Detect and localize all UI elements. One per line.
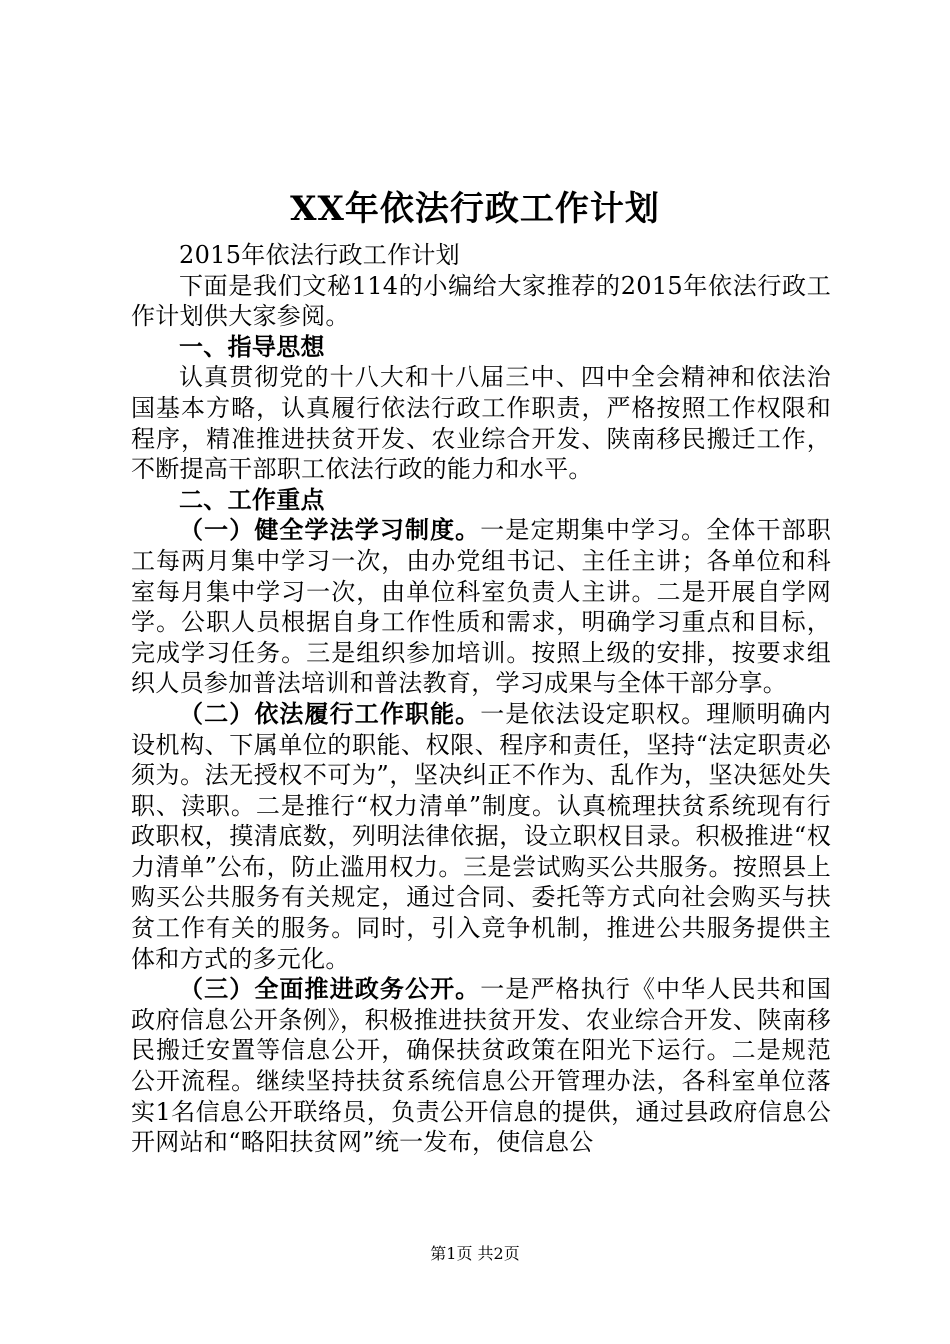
document-title: XX年依法行政工作计划 xyxy=(290,189,660,229)
document-body xyxy=(131,240,831,1158)
page-footer: 第1页 共2页 xyxy=(430,1244,520,1263)
section1-paragraph: 认真贯彻党的十八大和十八届三中、四中全会精神和依法治国基本方略，认真履行依法行政工作职责，严格按照工作权限和程序，精准推进扶贫开发、农业综合开发、陕南移民搬迁工作，不断提高干部职工依法行政的能力和水平。 xyxy=(131,363,831,484)
intro-paragraph: 下面是我们文秘114的小编给大家推荐的2015年依法行政工作计划供大家参阅。 xyxy=(131,271,831,331)
section2-heading: 二、工作重点 xyxy=(179,484,325,514)
section1-heading: 一、指导思想 xyxy=(179,331,325,361)
item2-text: 一是依法设定职权。理顺明确内设机构、下属单位的职能、权限、程序和责任，坚持“法定职责必须为。法无授权不可为”，坚决纠正不作为、乱作为，坚决惩处失职、渎职。二是推行“权力清单”制度。认真梳理扶贫系统现有行政职权，摸清底数，列明法律依据，设立职权目录。积极推进“权力清单”公布，防止滥用权力。三是尝试购买公共服务。按照县上购买公共服务有关规定，通过合同、委托等方式向社会购买与扶贫工作有关的服务。同时，引入竞争机制，推进公共服务提供主体和方式的多元化。 xyxy=(131,699,831,973)
item1-lead: （一）健全学法学习制度。 xyxy=(179,515,481,545)
item3-text: 一是严格执行《中华人民共和国政府信息公开条例》，积极推进扶贫开发、农业综合开发、陕南移民搬迁安置等信息公开，确保扶贫政策在阳光下运行。二是规范公开流程。继续坚持扶贫系统信息公开管理办法，各科室单位落实1名信息公开联络员，负责公开信息的提供，通过县政府信息公开网站和“略阳扶贫网”统一发布，使信息公 xyxy=(131,975,831,1157)
item1-paragraph xyxy=(131,515,831,699)
item1-text: 一是定期集中学习。全体干部职工每两月集中学习一次，由办党组书记、主任主讲；各单位和科室每月集中学习一次，由单位科室负责人主讲。二是开展自学网学。公职人员根据自身工作性质和需求，明确学习重点和目标，完成学习任务。三是组织参加培训。按照上级的安排，按要求组织人员参加普法培训和普法教育，学习成果与全体干部分享。 xyxy=(131,516,831,698)
item3-lead: （三）全面推进政务公开。 xyxy=(179,974,481,1004)
item2-paragraph xyxy=(131,699,831,974)
subtitle-paragraph: 2015年依法行政工作计划 xyxy=(179,241,460,269)
item2-lead: （二）依法履行工作职能。 xyxy=(179,698,481,728)
item3-paragraph xyxy=(131,974,831,1158)
